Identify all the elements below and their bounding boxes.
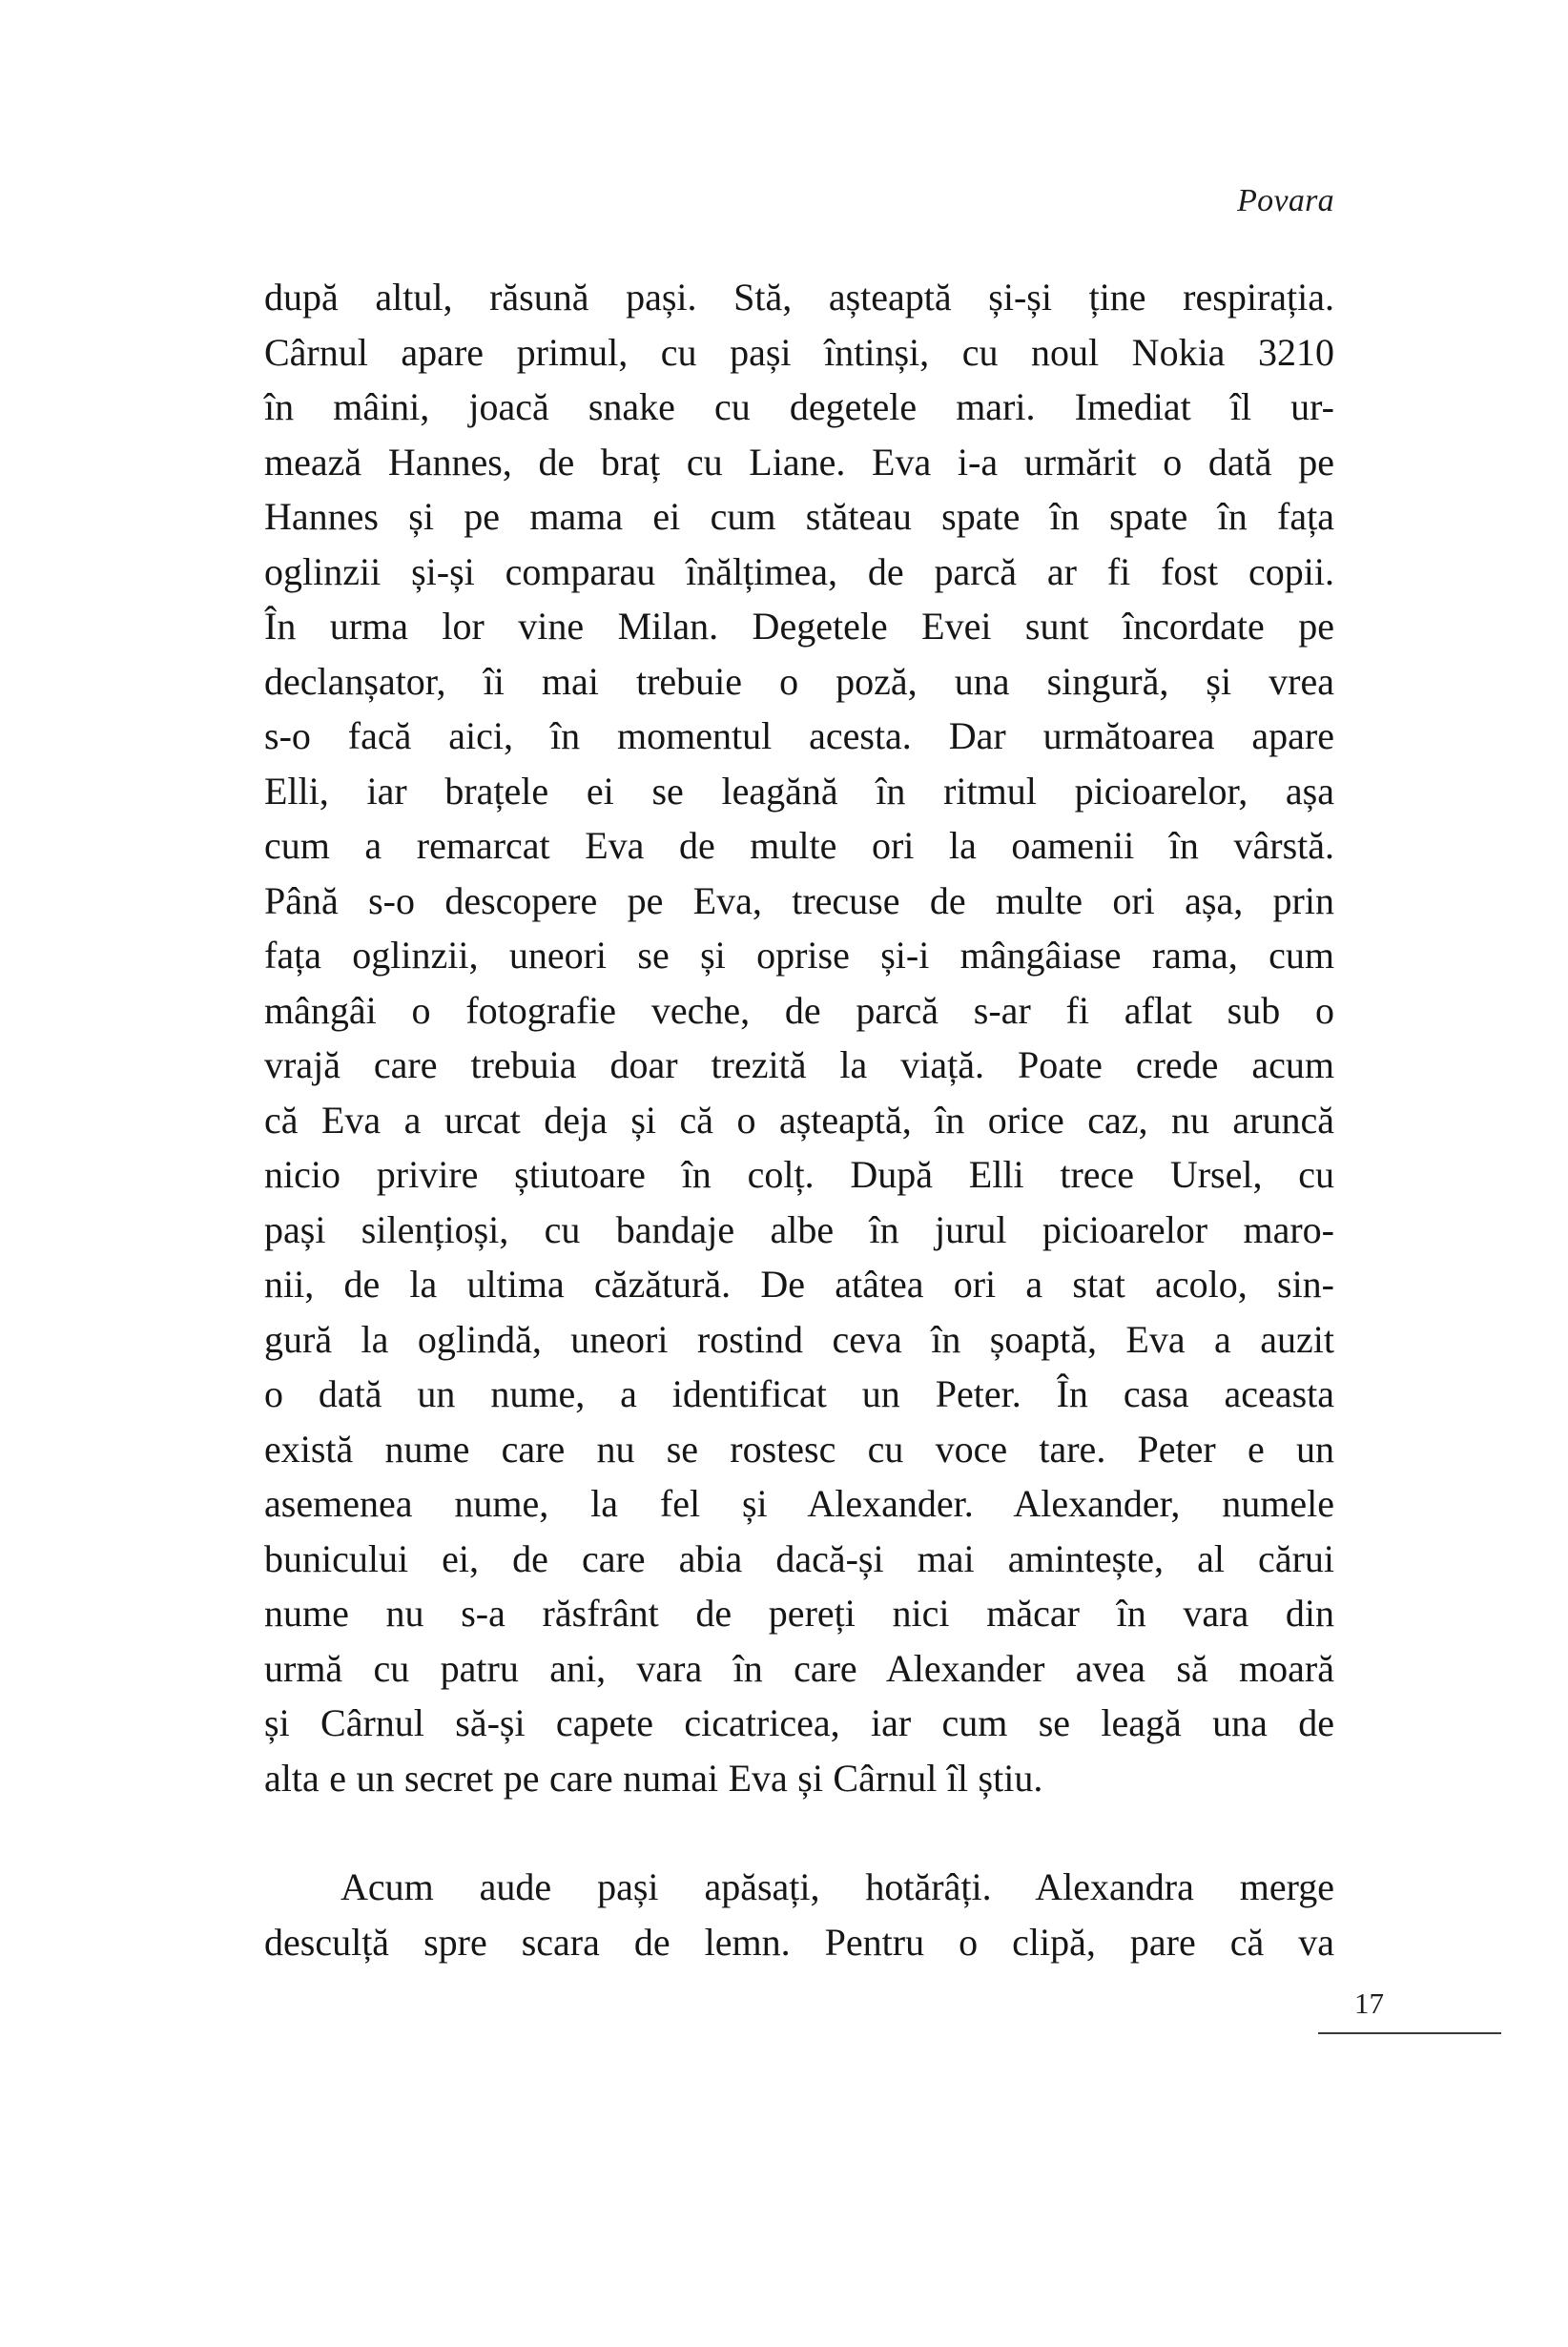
text-line: oglinzii și-și comparau înălțimea, de parcă ar fi fost copii.	[264, 549, 1334, 593]
text-line: Elli, iar brațele ei se leagănă în ritmul picioarelor, așa	[264, 769, 1334, 813]
text-line: s-o facă aici, în momentul acesta. Dar următoarea apare	[264, 714, 1334, 757]
text-line: Până s-o descopere pe Eva, trecuse de multe ori așa, prin	[264, 878, 1334, 922]
text-line: nicio privire știutoare în colț. După Elli trece Ursel, cu	[264, 1153, 1334, 1196]
running-header: Povara	[1237, 183, 1334, 218]
text-line: bunicului ei, de care abia dacă-și mai amintește, al cărui	[264, 1536, 1334, 1580]
page-text	[264, 270, 1334, 1969]
text-line: vrajă care trebuia doar trezită la viață. Poate crede acum	[264, 1043, 1334, 1086]
text-line: desculță spre scara de lemn. Pentru o clipă, pare că va	[264, 1920, 1334, 1964]
text-line: în mâini, joacă snake cu degetele mari. Imediat îl ur-	[264, 385, 1334, 428]
text-line: există nume care nu se rostesc cu voce tare. Peter e un	[264, 1427, 1334, 1471]
page-footer	[1318, 1987, 1501, 2034]
paragraph	[264, 1860, 1334, 1969]
text-line: urmă cu patru ani, vara în care Alexander avea să moară	[264, 1646, 1334, 1690]
text-line: mează Hannes, de braț cu Liane. Eva i-a urmărit o dată pe	[264, 440, 1334, 484]
text-line: nume nu s-a răsfrânt de pereți nici măcar în vara din	[264, 1592, 1334, 1635]
text-line: alta e un secret pe care numai Eva și Cârnul îl știu.	[264, 1756, 1043, 1800]
text-line: și Cârnul să-și capete cicatricea, iar cum se leagă una de	[264, 1701, 1334, 1744]
text-line: nii, de la ultima căzătură. De atâtea ori a stat acolo, sin-	[264, 1263, 1334, 1306]
text-line: declanșator, îi mai trebuie o poză, una singură, și vrea	[264, 659, 1334, 703]
text-line: cum a remarcat Eva de multe ori la oamenii în vârstă.	[264, 824, 1334, 867]
text-line: gură la oglindă, uneori rostind ceva în șoaptă, Eva a auzit	[264, 1317, 1334, 1361]
text-line: Hannes și pe mama ei cum stăteau spate în spate în fața	[264, 495, 1334, 538]
text-line: mângâi o fotografie veche, de parcă s-ar fi aflat sub o	[264, 988, 1334, 1032]
text-line: o dată un nume, a identificat un Peter. În casa aceasta	[264, 1372, 1334, 1415]
text-line: Acum aude pași apăsați, hotărâți. Alexandra merge	[340, 1865, 1334, 1908]
paragraph	[264, 270, 1334, 1805]
text-line: că Eva a urcat deja și că o așteaptă, în orice caz, nu aruncă	[264, 1098, 1334, 1142]
text-line: În urma lor vine Milan. Degetele Evei sunt încordate pe	[264, 605, 1334, 648]
text-line: asemenea nume, la fel și Alexander. Alexander, numele	[264, 1482, 1334, 1525]
text-line: pași silențioși, cu bandaje albe în jurul picioarelor maro-	[264, 1207, 1334, 1251]
text-line: Cârnul apare primul, cu pași întinși, cu noul Nokia 3210	[264, 330, 1334, 374]
text-line: după altul, răsună pași. Stă, așteaptă și-și ține respirația.	[264, 276, 1334, 319]
text-line: fața oglinzii, uneori se și oprise și-i mângâiase rama, cum	[264, 934, 1334, 977]
page-number: 17	[1354, 1987, 1384, 2020]
